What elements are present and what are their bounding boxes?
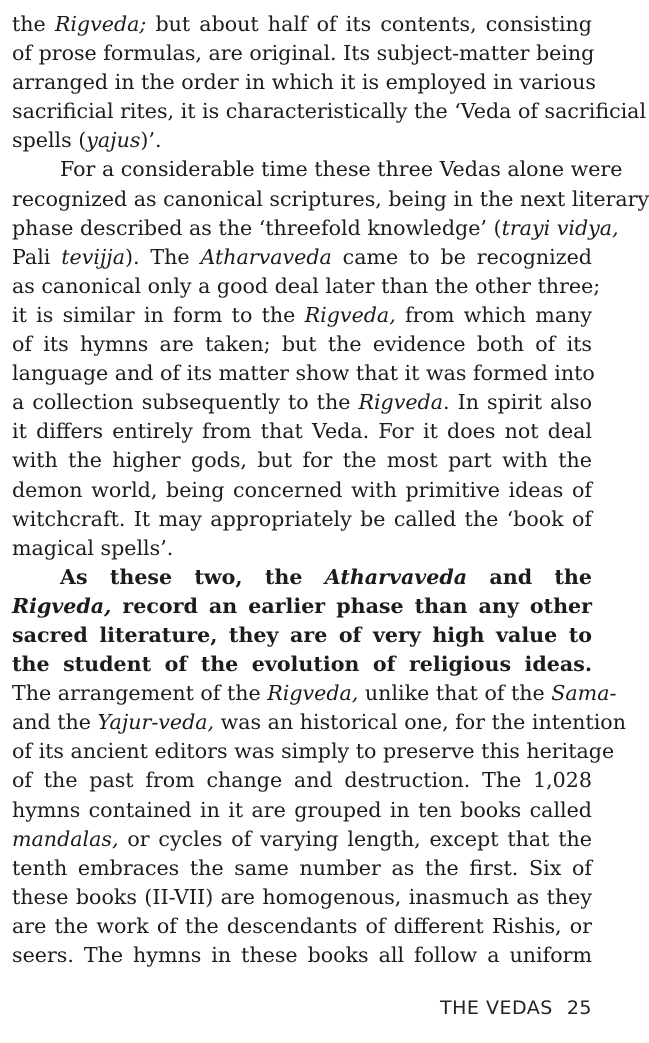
text-run: a collection subsequently to the [12,390,359,415]
text-line [12,68,597,97]
italic-term: yajus [86,128,141,153]
text-run: Pali [12,244,62,269]
text-line [12,97,647,126]
text-run: recognized as canonical scriptures, being in the next literary [12,186,649,211]
italic-term: Rigveda, [12,593,112,618]
text-run: came to be recognized [331,244,592,269]
running-head: THE VEDAS [440,997,553,1019]
italic-term: Rigveda, [304,302,396,327]
text-line [12,39,595,68]
text-run: of the past from change and destruction. The 1,028 [12,768,592,793]
page-number: 25 [566,997,592,1019]
text-line [12,476,592,505]
text-run: of prose formulas, are original. Its subject-matter being [12,41,595,66]
text-line [12,941,592,970]
text-line [12,796,592,825]
text-line [12,359,595,388]
text-run: sacrificial rites, it is characteristically the ‘Veda of sacrificial [12,99,647,124]
text-run: as canonical only a good deal later than the other three; [12,273,601,298]
italic-term: trayi vidya, [501,215,619,240]
text-line [12,126,592,155]
text-run: ). The [124,244,201,269]
italic-term: Rigveda; [54,12,147,36]
text-run: hymns contained in it are grouped in ten books called [12,797,592,822]
text-run: arranged in the order in which it is employed in various [12,70,597,95]
body-text [12,10,649,970]
text-line [12,446,592,475]
text-line [12,650,592,679]
text-run: demon world, being concerned with primitive ideas of [12,477,592,502]
text-line [12,766,592,795]
text-line [12,563,592,592]
text-run: . In spirit also [443,390,592,415]
text-run: the student of the evolution of religious ideas. [12,652,592,677]
text-run: sacred literature, they are of very high value to [12,622,592,647]
text-line [12,301,592,330]
text-run: )’. [140,128,162,153]
italic-term: Rigveda, [267,681,359,706]
text-line [12,825,592,854]
text-line [12,621,592,650]
text-line [12,737,615,766]
text-line [12,214,619,243]
text-line [12,505,592,534]
text-run: and the [467,564,592,589]
text-line [12,592,592,621]
text-line [12,10,592,39]
italic-term: Sama- [551,681,617,706]
text-run: language and of its matter show that it was formed into [12,361,595,386]
text-line [12,534,592,563]
italic-term: mandalas, [12,826,119,851]
text-line [12,330,592,359]
text-run: For a considerable time these three Vedas alone were [60,157,623,182]
text-run: with the higher gods, but for the most part with the [12,448,592,473]
italic-term: Yajur-veda, [97,710,215,735]
text-run: phase described as the ‘threefold knowledge’ ( [12,215,502,240]
text-run: seers. The hymns in these books all follow a uniform [12,943,592,967]
text-run: but about half of its contents, consisting [146,12,592,36]
text-line [12,272,601,301]
text-run: or cycles of varying length, except that the [118,826,592,851]
text-run: unlike that of the [358,681,552,706]
text-run: it differs entirely from that Veda. For it does not deal [12,419,592,444]
text-run: witchcraft. It may appropriately be called the ‘book of [12,506,592,531]
text-run: these books (II-VII) are homogenous, inasmuch as they [12,884,592,909]
text-line [12,854,592,883]
text-line [12,417,592,446]
text-line [12,708,626,737]
italic-term: Rigveda [358,390,444,415]
text-line [12,155,623,184]
text-line [12,243,592,272]
italic-term: Atharvaveda [200,244,332,269]
text-line [12,883,592,912]
text-run: the [12,12,55,36]
text-run: it is similar in form to the [12,302,305,327]
text-line [12,912,592,941]
text-run: The arrangement of the [12,681,268,706]
italic-term: tevijja [61,244,125,269]
text-run: are the work of the descendants of different Rishis, or [12,913,592,938]
text-run: spells ( [12,128,87,153]
text-run: of its ancient editors was simply to preserve this heritage [12,739,615,764]
text-line [12,679,617,708]
page-footer [440,997,592,1019]
text-run: was an historical one, for the intention [214,710,626,735]
text-line [12,388,592,417]
text-run: tenth embraces the same number as the first. Six of [12,855,592,880]
text-run: magical spells’. [12,535,174,560]
text-run: of its hymns are taken; but the evidence both of its [12,332,592,357]
text-run: from which many [395,302,592,327]
text-run: and the [12,710,98,735]
text-run: As these two, the [60,564,325,589]
italic-term: Atharvaveda [324,564,468,589]
text-run: record an earlier phase than any other [111,593,592,618]
text-line [12,185,649,214]
